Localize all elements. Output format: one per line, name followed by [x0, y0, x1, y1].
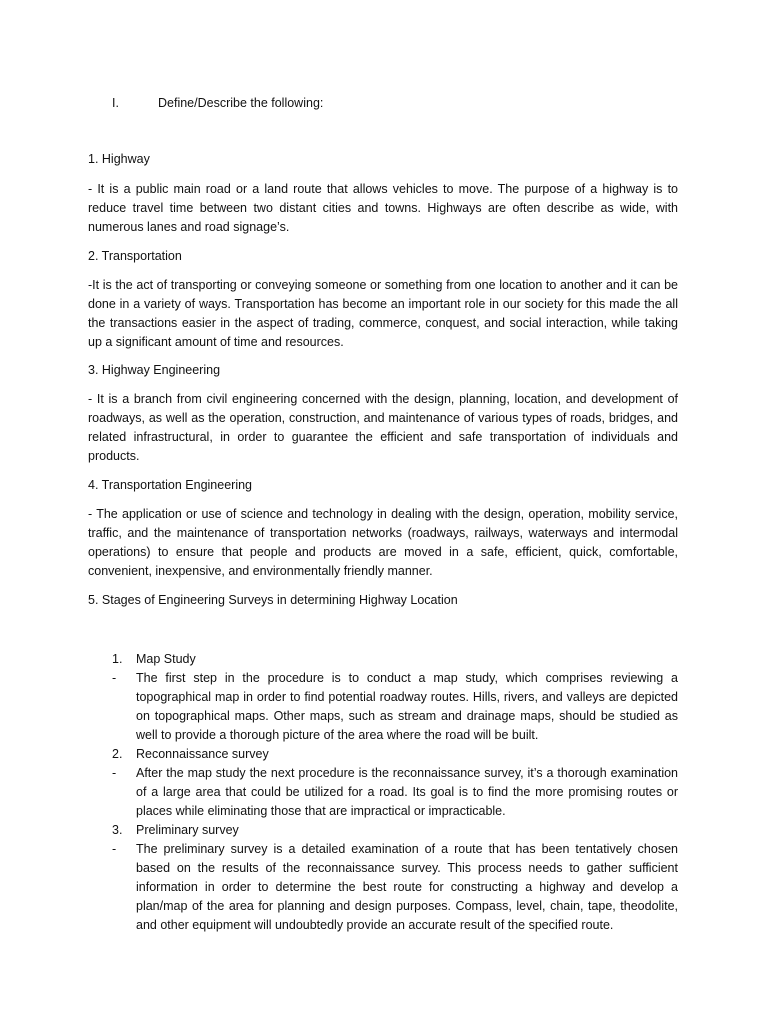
section-body-transportation-engineering: - The application or use of science and technology in dealing with the design, operation, mobility service, traffic, and the maintenance of transportation networks (roadways, railways, waterways and intermodal operations) to ensure that people and products are moved in a safe, efficient, quick, comfortable, convenient, inexpensive, and environmentally friendly manner. — [88, 507, 678, 578]
survey-stages-list — [88, 650, 678, 935]
stage-description: The preliminary survey is a detailed examination of a route that has been tentatively chosen based on the results of the reconnaissance survey. This process needs to gather sufficient information in order to determine the best route for constructing a highway and develop a plan/map of the area for planning and design purposes. Compass, level, chain, tape, theodolite, and other equipment will undoubtedly provide an accurate result of the specified route. — [136, 842, 678, 932]
section-body-transportation: -It is the act of transporting or conveying someone or something from one location to another and it can be done in a variety of ways. Transportation has become an important role in our society for this made the all the transactions easier in the aspect of trading, commerce, conquest, and social interaction, while taking up a significant amount of time and resources. — [88, 278, 678, 349]
stage-description: The first step in the procedure is to conduct a map study, which comprises reviewing a topographical map in order to find potential roadway routes. Hills, rivers, and valleys are depicted on topographical maps. Other maps, such as stream and drainage maps, should be studied as well to provide a thorough picture of the area where the road will be built. — [136, 671, 678, 742]
section-title-highway-engineering: 3. Highway Engineering — [88, 363, 221, 377]
document-page — [88, 0, 678, 1024]
heading-number: I. — [112, 96, 119, 110]
stage-name: Reconnaissance survey — [136, 747, 269, 761]
section-title-transportation-engineering: 4. Transportation Engineering — [88, 478, 252, 492]
document-heading — [112, 94, 323, 113]
list-dash: - — [112, 842, 117, 856]
list-item-preliminary-survey — [88, 821, 678, 840]
list-item-reconnaissance-survey — [88, 745, 678, 764]
list-item-preliminary-description — [88, 840, 678, 935]
stage-name: Map Study — [136, 652, 196, 666]
stage-description: After the map study the next procedure is the reconnaissance survey, it’s a thorough examination of a large area that could be utilized for a road. Its goal is to find the more promising routes or places while eliminating those that are impractical or impracticable. — [136, 766, 678, 818]
list-number: 3. — [112, 823, 123, 837]
section-body-highway-engineering: - It is a branch from civil engineering concerned with the design, planning, location, and development of roadways, as well as the operation, construction, and maintenance of various types of roads, bridges, and related infrastructural, in order to guarantee the efficient and safe transportation of individuals and products. — [88, 392, 678, 463]
section-body-highway: - It is a public main road or a land route that allows vehicles to move. The purpose of a highway is to reduce travel time between two distant cities and towns. Highways are often describe as wide, with numerous lanes and road signage’s. — [88, 182, 678, 234]
list-item-map-study — [88, 650, 678, 669]
section-title-survey-stages: 5. Stages of Engineering Surveys in determining Highway Location — [88, 593, 458, 607]
list-number: 2. — [112, 747, 123, 761]
list-dash: - — [112, 671, 117, 685]
list-item-reconnaissance-description — [88, 764, 678, 821]
list-item-map-study-description — [88, 669, 678, 745]
heading-text: Define/Describe the following: — [158, 96, 324, 110]
stage-name: Preliminary survey — [136, 823, 239, 837]
section-title-highway: 1. Highway — [88, 152, 150, 166]
section-title-transportation: 2. Transportation — [88, 249, 182, 263]
list-number: 1. — [112, 652, 123, 666]
list-dash: - — [112, 766, 117, 780]
